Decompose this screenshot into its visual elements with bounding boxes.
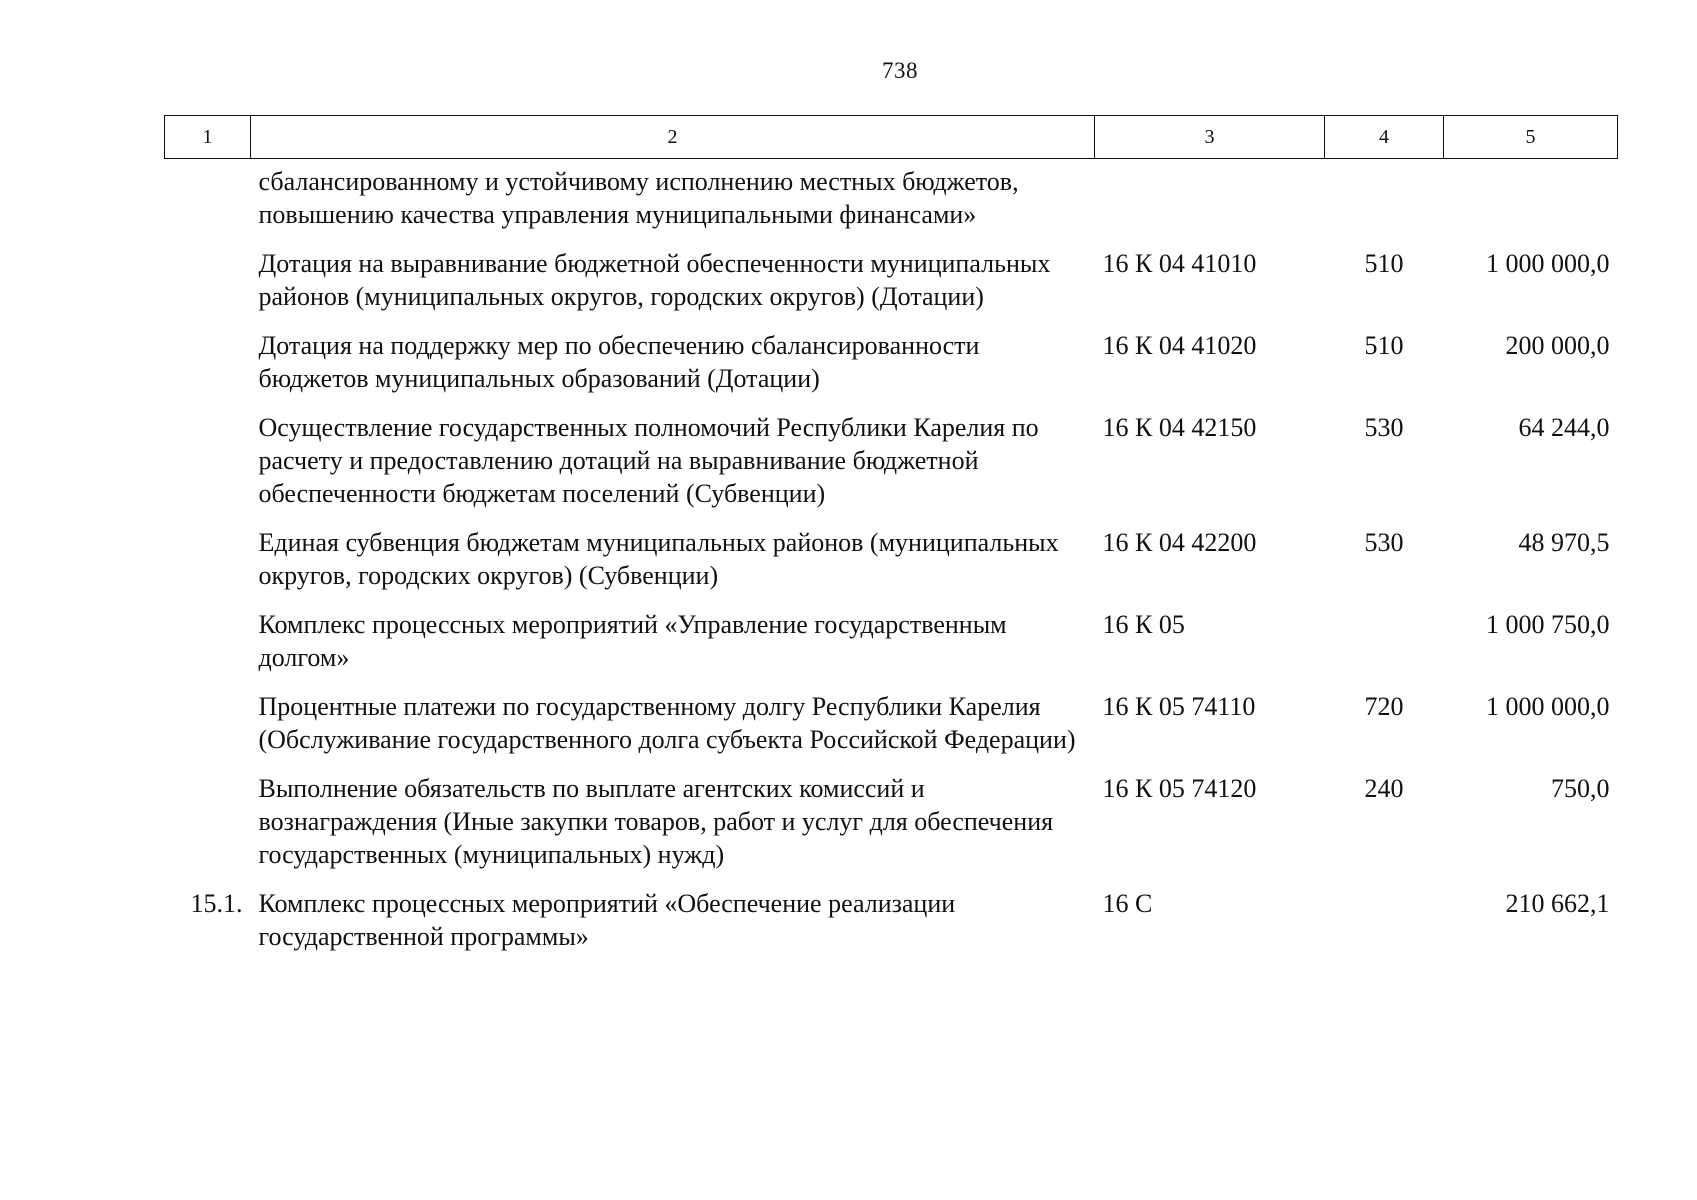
row-number — [165, 526, 251, 608]
table-header — [165, 116, 1618, 159]
row-code: 16 К 04 41020 — [1102, 331, 1257, 360]
row-sum: 64 244,0 — [1518, 413, 1610, 442]
row-code: 16 К 05 — [1102, 610, 1185, 639]
row-number — [165, 159, 251, 248]
row-type: 530 — [1364, 413, 1404, 442]
row-type: 510 — [1364, 331, 1404, 360]
header-col-1: 1 — [165, 116, 251, 159]
table-body — [165, 159, 1618, 970]
row-sum: 1 000 000,0 — [1486, 249, 1610, 278]
header-col-4: 4 — [1325, 116, 1444, 159]
table-row — [165, 159, 1618, 248]
row-number — [165, 608, 251, 690]
row-code — [1095, 159, 1325, 248]
row-code: 16 К 04 42150 — [1102, 413, 1257, 442]
row-code: 16 К 04 41010 — [1102, 249, 1257, 278]
row-name: Единая субвенция бюджетам муниципальных районов (муниципальных округов, городских округов) (Субвенции) — [258, 528, 1059, 590]
page-number: 738 — [882, 58, 918, 83]
header-col-2: 2 — [251, 116, 1095, 159]
row-name: сбалансированному и устойчивому исполнению местных бюджетов, повышению качества управления муниципальными финансами» — [258, 167, 1019, 229]
row-sum — [1444, 159, 1618, 248]
row-code: 16 К 04 42200 — [1102, 528, 1257, 557]
row-code: 16 С — [1102, 889, 1153, 918]
row-sum: 1 000 750,0 — [1486, 610, 1610, 639]
row-sum: 210 662,1 — [1505, 889, 1610, 918]
row-sum: 750,0 — [1551, 774, 1610, 803]
row-type: 530 — [1364, 528, 1404, 557]
row-number — [165, 772, 251, 887]
table-row — [165, 526, 1618, 608]
row-name: Дотация на поддержку мер по обеспечению сбалансированности бюджетов муниципальных образований (Дотации) — [258, 331, 980, 393]
budget-table — [164, 115, 1618, 969]
row-sum: 48 970,5 — [1518, 528, 1610, 557]
table-row — [165, 247, 1618, 329]
row-type: 510 — [1364, 249, 1404, 278]
table-row — [165, 329, 1618, 411]
row-type — [1325, 159, 1444, 248]
table-row — [165, 608, 1618, 690]
row-sum: 200 000,0 — [1505, 331, 1610, 360]
row-number — [165, 690, 251, 772]
row-name: Дотация на выравнивание бюджетной обеспеченности муниципальных районов (муниципальных округов, городских округов) (Дотации) — [258, 249, 1051, 311]
row-code: 16 К 05 74110 — [1102, 692, 1256, 721]
row-number — [165, 247, 251, 329]
header-col-3: 3 — [1095, 116, 1325, 159]
row-name: Осуществление государственных полномочий Республики Карелия по расчету и предоставлению дотаций на выравнивание бюджетной обеспеченности бюджетам поселений (Субвенции) — [258, 413, 1039, 508]
row-type — [1325, 608, 1444, 690]
table-row — [165, 411, 1618, 526]
row-type: 240 — [1364, 774, 1404, 803]
row-type: 720 — [1364, 692, 1404, 721]
table-row — [165, 690, 1618, 772]
row-type — [1325, 887, 1444, 969]
table-row — [165, 772, 1618, 887]
row-name: Комплекс процессных мероприятий «Обеспечение реализации государственной программы» — [258, 889, 956, 951]
row-code: 16 К 05 74120 — [1102, 774, 1257, 803]
row-name: Комплекс процессных мероприятий «Управление государственным долгом» — [258, 610, 1007, 672]
row-name: Выполнение обязательств по выплате агентских комиссий и вознаграждения (Иные закупки товаров, работ и услуг для обеспечения государственных (муниципальных) нужд) — [258, 774, 1054, 869]
table-row — [165, 887, 1618, 969]
row-number — [165, 411, 251, 526]
header-col-5: 5 — [1444, 116, 1618, 159]
row-sum: 1 000 000,0 — [1486, 692, 1610, 721]
header-row — [165, 116, 1618, 159]
row-number: 15.1. — [190, 889, 243, 918]
row-name: Процентные платежи по государственному долгу Республики Карелия (Обслуживание государственного долга субъекта Российской Федерации) — [258, 692, 1076, 754]
row-number — [165, 329, 251, 411]
